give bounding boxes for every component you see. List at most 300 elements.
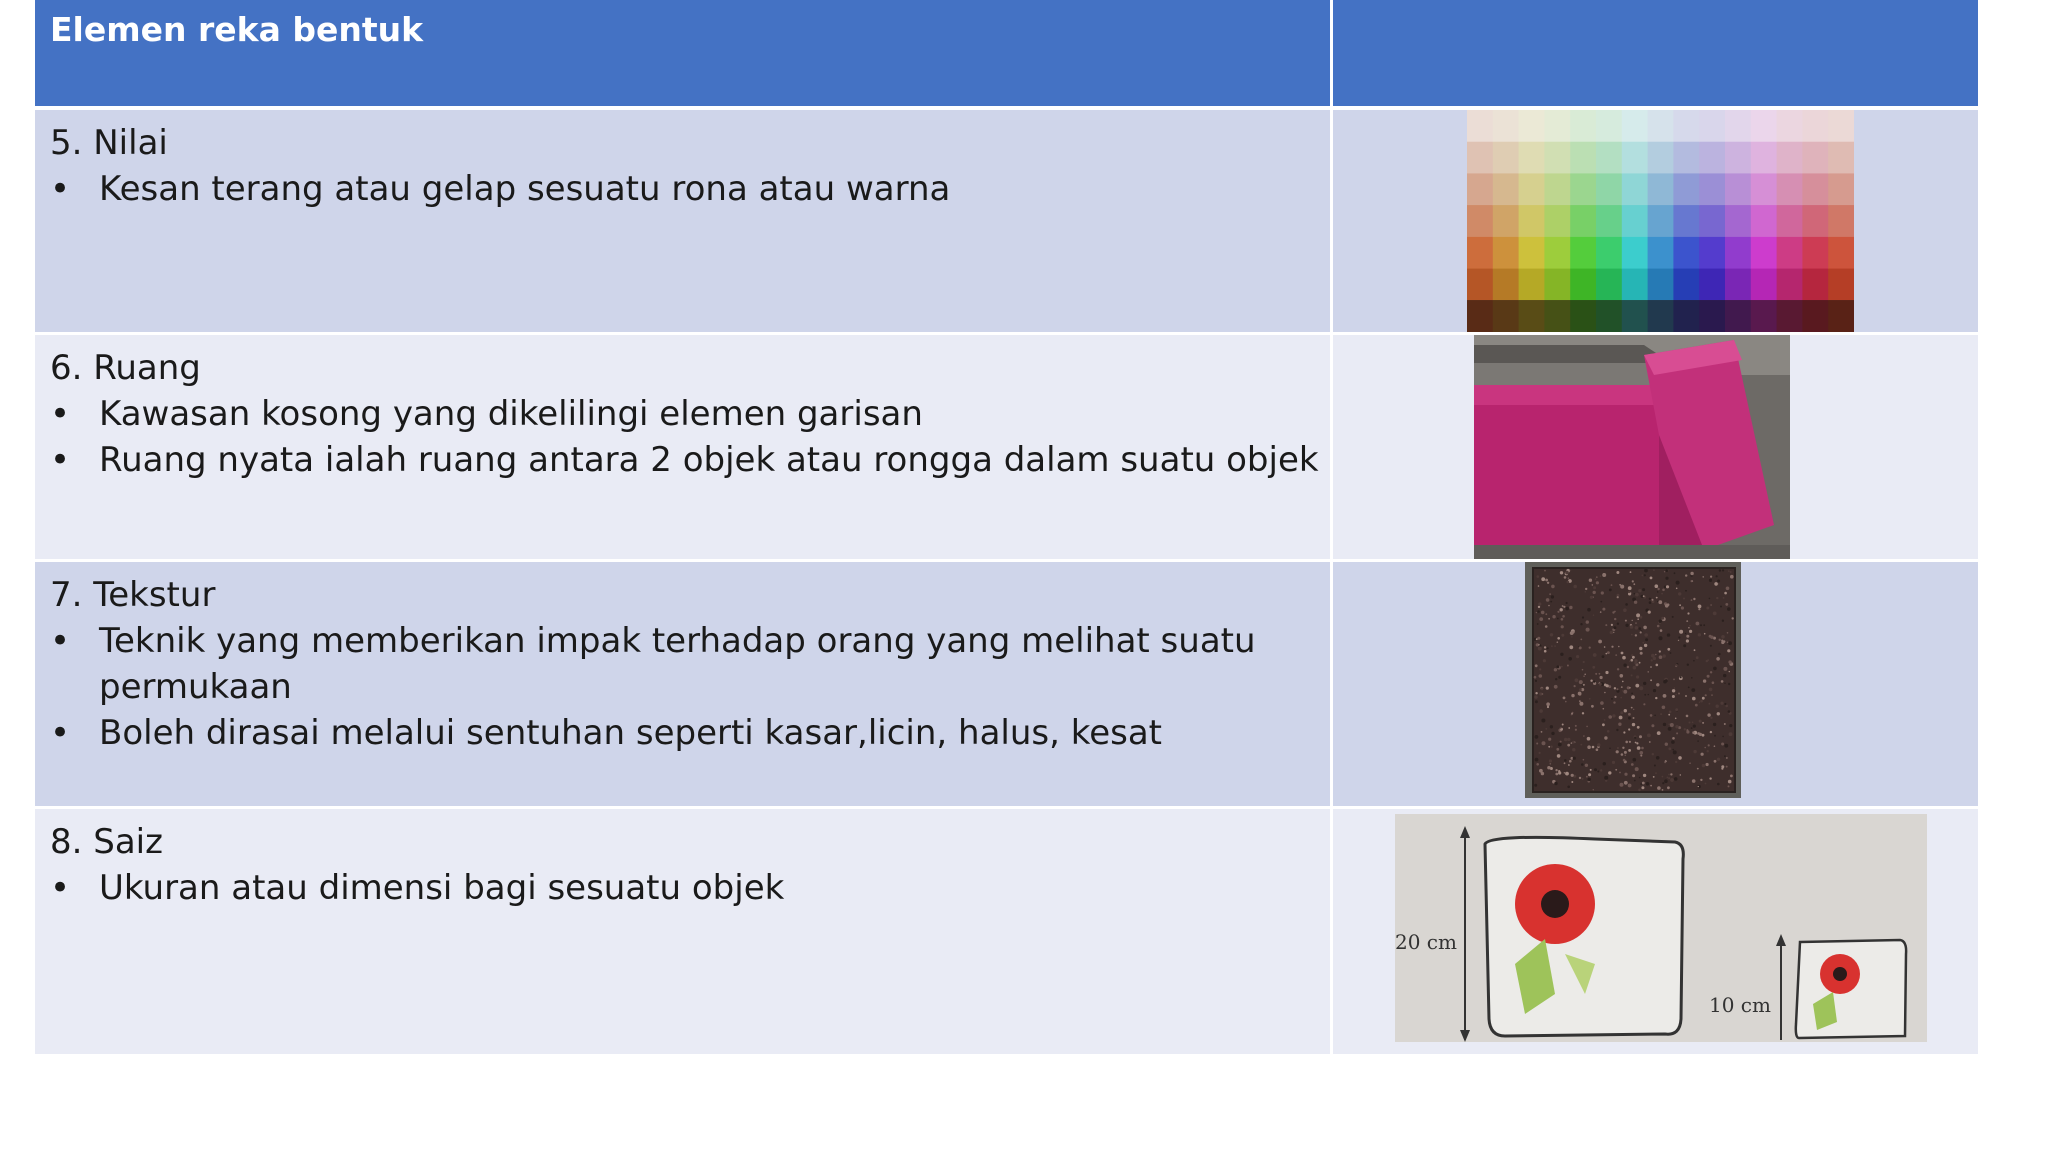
texture-grain	[1596, 581, 1599, 584]
texture-grain	[1560, 571, 1563, 574]
texture-grain	[1635, 684, 1639, 688]
bullet-marker: •	[50, 868, 71, 908]
texture-grain	[1642, 575, 1644, 577]
texture-grain	[1617, 688, 1619, 690]
texture-grain	[1703, 576, 1704, 577]
row-text-cell	[35, 562, 1333, 806]
texture-grain	[1635, 767, 1639, 771]
texture-grain	[1709, 703, 1711, 705]
row-title: 6. Ruang	[50, 348, 201, 388]
texture-grain	[1625, 603, 1628, 606]
texture-grain	[1560, 728, 1562, 730]
texture-grain	[1541, 719, 1545, 723]
texture-grain	[1623, 608, 1627, 612]
texture-grain	[1642, 782, 1645, 785]
texture-grain	[1555, 769, 1557, 771]
texture-grain	[1558, 676, 1561, 679]
texture-grain	[1649, 601, 1652, 604]
texture-grain	[1650, 785, 1652, 787]
texture-grain	[1686, 639, 1689, 642]
texture-grain	[1675, 725, 1678, 728]
texture-grain	[1611, 646, 1613, 648]
palette-swatch	[1777, 269, 1803, 301]
texture-grain	[1714, 760, 1717, 763]
texture-grain	[1571, 774, 1574, 777]
texture-grain	[1616, 729, 1618, 731]
texture-grain	[1595, 578, 1597, 580]
texture-grain	[1722, 620, 1724, 622]
texture-grain	[1634, 662, 1637, 665]
texture-grain	[1670, 773, 1672, 775]
palette-swatch	[1673, 237, 1699, 269]
texture-grain	[1535, 692, 1537, 694]
texture-grain	[1691, 677, 1693, 679]
palette-swatch	[1673, 173, 1699, 205]
texture-grain	[1678, 693, 1680, 695]
texture-grain	[1571, 636, 1572, 637]
texture-grain	[1573, 757, 1576, 760]
texture-grain	[1545, 728, 1547, 730]
texture-grain	[1659, 636, 1663, 640]
texture-grain	[1534, 695, 1537, 698]
texture-grain	[1686, 620, 1688, 622]
texture-grain	[1581, 763, 1584, 766]
texture-grain	[1579, 680, 1583, 684]
texture-grain	[1611, 584, 1613, 586]
texture-grain	[1662, 782, 1664, 784]
texture-grain	[1630, 625, 1634, 629]
texture-grain	[1631, 707, 1633, 709]
texture-grain	[1572, 741, 1575, 744]
texture-grain	[1686, 635, 1689, 638]
texture-grain	[1721, 640, 1723, 642]
palette-shadow	[1467, 300, 1854, 332]
texture-grain	[1604, 692, 1606, 694]
palette-swatch	[1467, 142, 1493, 174]
texture-grain	[1557, 618, 1559, 620]
texture-grain	[1672, 616, 1674, 618]
palette-swatch	[1648, 142, 1674, 174]
texture-grain	[1664, 761, 1666, 763]
texture-grain	[1710, 731, 1712, 733]
texture-grain	[1655, 697, 1657, 699]
texture-grain	[1724, 723, 1726, 725]
palette-swatch	[1493, 205, 1519, 237]
texture-grain	[1729, 732, 1733, 736]
texture-grain	[1632, 656, 1635, 659]
texture-grain	[1596, 576, 1598, 578]
texture-grain	[1687, 664, 1689, 666]
texture-grain	[1557, 611, 1559, 613]
texture-grain	[1676, 732, 1678, 734]
palette-swatch	[1519, 237, 1545, 269]
texture-grain	[1657, 588, 1659, 590]
texture-grain	[1697, 740, 1699, 742]
palette-swatch	[1519, 173, 1545, 205]
texture-grain	[1704, 633, 1706, 635]
palette-swatch	[1467, 269, 1493, 301]
texture-grain	[1710, 717, 1712, 719]
texture-grain	[1663, 723, 1666, 726]
list-item	[50, 166, 1330, 212]
texture-grain	[1702, 722, 1704, 724]
texture-grain	[1576, 655, 1579, 658]
texture-grain	[1538, 644, 1540, 646]
texture-grain	[1548, 746, 1550, 748]
texture-grain	[1579, 688, 1582, 691]
texture-grain	[1714, 735, 1716, 737]
texture-grain	[1635, 742, 1637, 744]
texture-grain	[1726, 757, 1727, 758]
texture-grain	[1582, 669, 1584, 671]
texture-grain	[1693, 725, 1696, 728]
bullet-marker: •	[50, 394, 71, 434]
palette-swatch	[1802, 110, 1828, 142]
texture-grain	[1621, 652, 1624, 655]
texture-grain	[1730, 571, 1732, 573]
palette-swatch	[1648, 237, 1674, 269]
texture-grain	[1717, 580, 1720, 583]
texture-grain	[1634, 780, 1636, 782]
texture-grain	[1727, 642, 1729, 644]
texture-grain	[1544, 646, 1546, 648]
texture-grain	[1605, 780, 1607, 782]
texture-grain	[1670, 723, 1674, 727]
palette-swatch	[1751, 110, 1777, 142]
texture-grain	[1566, 602, 1568, 604]
texture-grain	[1564, 759, 1567, 762]
palette-swatch	[1828, 205, 1854, 237]
texture-grain	[1699, 720, 1702, 723]
texture-grain	[1728, 710, 1731, 713]
bullet-text: Kawasan kosong yang dikelilingi elemen garisan	[99, 394, 923, 434]
texture-grain	[1688, 687, 1690, 689]
texture-grain	[1613, 626, 1616, 629]
texture-grain	[1613, 701, 1615, 703]
texture-grain	[1716, 705, 1719, 708]
bullet-text: Teknik yang memberikan impak terhadap orang yang melihat suatu permukaan	[99, 621, 1256, 707]
texture-grain	[1727, 607, 1731, 611]
texture-grain	[1643, 595, 1645, 597]
texture-grain	[1723, 667, 1727, 671]
texture-grain	[1659, 650, 1661, 652]
texture-grain	[1628, 717, 1631, 720]
texture-grain	[1720, 606, 1722, 608]
texture-grain	[1646, 782, 1650, 786]
texture-grain	[1535, 735, 1539, 739]
texture-grain	[1616, 750, 1619, 753]
palette-swatch	[1673, 142, 1699, 174]
palette-swatch	[1596, 142, 1622, 174]
texture-grain	[1628, 591, 1630, 593]
texture-grain	[1712, 681, 1715, 684]
texture-grain	[1657, 731, 1661, 735]
texture-grain	[1707, 713, 1710, 716]
texture-grain	[1538, 602, 1541, 605]
texture-grain	[1580, 639, 1582, 641]
list-item	[50, 865, 1330, 911]
texture-grain	[1702, 764, 1705, 767]
texture-grain	[1666, 585, 1669, 588]
texture-grain	[1593, 681, 1595, 683]
texture-grain	[1679, 604, 1681, 606]
texture-grain	[1697, 768, 1699, 770]
texture-grain	[1649, 741, 1651, 743]
texture-grain	[1614, 696, 1616, 698]
texture-grain	[1595, 673, 1597, 675]
texture-grain	[1721, 743, 1724, 746]
palette-swatch	[1725, 110, 1751, 142]
texture-grain	[1719, 639, 1721, 641]
texture-grain	[1564, 576, 1567, 579]
list-item	[50, 437, 1330, 483]
texture-grain	[1655, 654, 1657, 656]
palette-swatch	[1519, 110, 1545, 142]
texture-grain	[1571, 742, 1573, 744]
texture-grain	[1535, 700, 1538, 703]
texture-grain	[1709, 579, 1712, 582]
texture-grain	[1561, 618, 1564, 621]
texture-grain	[1600, 601, 1602, 603]
texture-grain	[1644, 633, 1648, 637]
texture-grain	[1730, 775, 1733, 778]
texture-grain	[1606, 653, 1608, 655]
texture-grain	[1567, 744, 1570, 747]
texture-grain	[1665, 569, 1668, 572]
texture-grain	[1620, 674, 1624, 678]
texture-grain	[1695, 704, 1698, 707]
palette-swatch	[1751, 142, 1777, 174]
size-comparison-image	[1395, 814, 1927, 1042]
texture-grain	[1704, 747, 1706, 749]
texture-grain	[1548, 738, 1551, 741]
texture-grain	[1685, 695, 1687, 697]
texture-grain	[1538, 606, 1540, 608]
texture-grain	[1547, 647, 1549, 649]
texture-grain	[1732, 617, 1734, 619]
palette-swatch	[1802, 205, 1828, 237]
texture-grain	[1617, 623, 1619, 625]
palette-swatch	[1493, 110, 1519, 142]
texture-grain	[1586, 620, 1589, 623]
texture-grain	[1643, 774, 1646, 777]
texture-grain	[1567, 738, 1570, 741]
texture-grain	[1607, 730, 1610, 733]
row-text-cell	[35, 110, 1333, 332]
texture-grain	[1681, 606, 1684, 609]
texture-grain	[1548, 618, 1550, 620]
texture-grain	[1627, 666, 1629, 668]
bullet-text: Ukuran atau dimensi bagi sesuatu objek	[99, 868, 785, 908]
texture-grain	[1620, 585, 1624, 589]
texture-grain	[1640, 755, 1642, 757]
texture-grain	[1605, 671, 1608, 674]
texture-grain	[1549, 759, 1552, 762]
header-title: Elemen reka bentuk	[50, 10, 424, 49]
palette-swatch	[1467, 205, 1493, 237]
texture-grain	[1663, 694, 1667, 698]
texture-grain	[1631, 695, 1635, 699]
texture-grain	[1651, 654, 1655, 658]
texture-grain	[1724, 755, 1726, 757]
texture-grain	[1707, 675, 1710, 678]
palette-swatch	[1467, 237, 1493, 269]
texture-grain	[1653, 776, 1655, 778]
texture-grain	[1618, 646, 1620, 648]
texture-grain	[1730, 575, 1734, 579]
palette-swatch	[1648, 173, 1674, 205]
pink-box-image	[1474, 335, 1790, 559]
texture-grain	[1705, 783, 1707, 785]
texture-grain	[1630, 571, 1632, 573]
texture-grain	[1717, 758, 1720, 761]
palette-swatch	[1622, 269, 1648, 301]
texture-grain	[1534, 676, 1537, 679]
texture-grain	[1729, 671, 1730, 672]
texture-grain	[1728, 785, 1730, 787]
texture-grain	[1652, 599, 1654, 601]
texture-grain	[1542, 693, 1544, 695]
texture-grain	[1534, 784, 1537, 787]
texture-grain	[1698, 608, 1700, 610]
texture-grain	[1678, 756, 1682, 760]
palette-swatch	[1519, 205, 1545, 237]
texture-grain	[1596, 748, 1599, 751]
texture-grain	[1604, 719, 1606, 721]
texture-grain	[1622, 747, 1624, 749]
texture-grain	[1536, 612, 1537, 613]
texture-grain	[1710, 671, 1712, 673]
texture-grain	[1578, 692, 1582, 696]
texture-grain	[1632, 774, 1635, 777]
palette-swatch	[1467, 110, 1493, 142]
texture-grain	[1670, 778, 1674, 782]
texture-grain	[1602, 723, 1605, 726]
texture-grain	[1645, 638, 1648, 641]
texture-grain	[1544, 570, 1546, 572]
sandpaper-texture-image	[1525, 562, 1741, 798]
list-item	[50, 710, 1330, 756]
texture-grain	[1619, 584, 1621, 586]
texture-grain	[1676, 581, 1680, 585]
texture-grain	[1620, 711, 1623, 714]
texture-grain	[1640, 631, 1642, 633]
texture-grain	[1604, 736, 1607, 739]
texture-grain	[1672, 749, 1674, 751]
texture-grain	[1658, 600, 1662, 604]
texture-grain	[1717, 712, 1720, 715]
texture-grain	[1713, 612, 1717, 616]
palette-swatch	[1622, 237, 1648, 269]
texture-grain	[1668, 777, 1670, 779]
texture-grain	[1609, 589, 1612, 592]
texture-grain	[1614, 618, 1616, 620]
texture-grain	[1571, 713, 1573, 715]
texture-grain	[1609, 748, 1611, 750]
palette-swatch	[1699, 205, 1725, 237]
texture-grain	[1622, 656, 1626, 660]
texture-grain	[1623, 731, 1625, 733]
palette-swatch	[1699, 237, 1725, 269]
texture-grain	[1551, 585, 1555, 589]
texture-grain	[1547, 766, 1550, 769]
texture-grain	[1678, 592, 1681, 595]
texture-grain	[1696, 622, 1700, 626]
texture-grain	[1567, 786, 1570, 789]
texture-grain	[1657, 786, 1661, 790]
palette-swatch	[1570, 237, 1596, 269]
palette-swatch	[1622, 205, 1648, 237]
texture-grain	[1649, 598, 1651, 600]
texture-grain	[1587, 608, 1591, 612]
texture-grain	[1594, 768, 1597, 771]
texture-grain	[1699, 702, 1700, 703]
texture-grain	[1633, 758, 1637, 762]
texture-grain	[1621, 753, 1624, 756]
texture-grain	[1698, 605, 1702, 609]
texture-grain	[1686, 729, 1688, 731]
texture-grain	[1635, 634, 1637, 636]
texture-grain	[1582, 616, 1584, 618]
bullet-list	[50, 618, 1330, 756]
texture-grain	[1561, 634, 1564, 637]
texture-grain	[1629, 741, 1631, 743]
list-item	[50, 391, 1330, 437]
texture-grain	[1558, 770, 1560, 772]
texture-grain	[1560, 608, 1563, 611]
texture-grain	[1699, 733, 1702, 736]
texture-grain	[1537, 637, 1540, 640]
texture-grain	[1572, 748, 1575, 751]
texture-grain	[1564, 772, 1566, 774]
texture-grain	[1635, 622, 1637, 624]
texture-grain	[1636, 613, 1640, 617]
texture-grain	[1537, 623, 1539, 625]
texture-grain	[1634, 593, 1636, 595]
texture-grain	[1568, 657, 1572, 661]
texture-grain	[1629, 661, 1630, 662]
texture-grain	[1611, 624, 1613, 626]
texture-grain	[1675, 761, 1677, 763]
palette-swatch	[1751, 269, 1777, 301]
texture-grain	[1672, 689, 1675, 692]
texture-grain	[1593, 586, 1596, 589]
texture-grain	[1600, 575, 1602, 577]
texture-grain	[1702, 734, 1705, 737]
texture-grain	[1662, 776, 1664, 778]
texture-grain	[1583, 759, 1585, 761]
texture-grain	[1635, 626, 1639, 630]
texture-grain	[1702, 697, 1705, 700]
texture-grain	[1673, 750, 1677, 754]
texture-grain	[1541, 772, 1544, 775]
texture-grain	[1579, 700, 1581, 702]
texture-grain	[1652, 753, 1654, 755]
bullet-text: Boleh dirasai melalui sentuhan seperti kasar,licin, halus, kesat	[99, 713, 1162, 753]
texture-grain	[1692, 779, 1696, 783]
table-row-nilai	[35, 110, 1978, 335]
texture-grain	[1610, 631, 1614, 635]
texture-grain	[1716, 575, 1718, 577]
texture-grain	[1729, 724, 1732, 727]
palette-swatch	[1493, 269, 1519, 301]
texture-grain	[1638, 589, 1641, 592]
texture-grain	[1698, 633, 1701, 636]
texture-grain	[1672, 737, 1675, 740]
texture-grain	[1616, 571, 1619, 574]
texture-grain	[1586, 726, 1588, 728]
texture-grain	[1709, 777, 1711, 779]
